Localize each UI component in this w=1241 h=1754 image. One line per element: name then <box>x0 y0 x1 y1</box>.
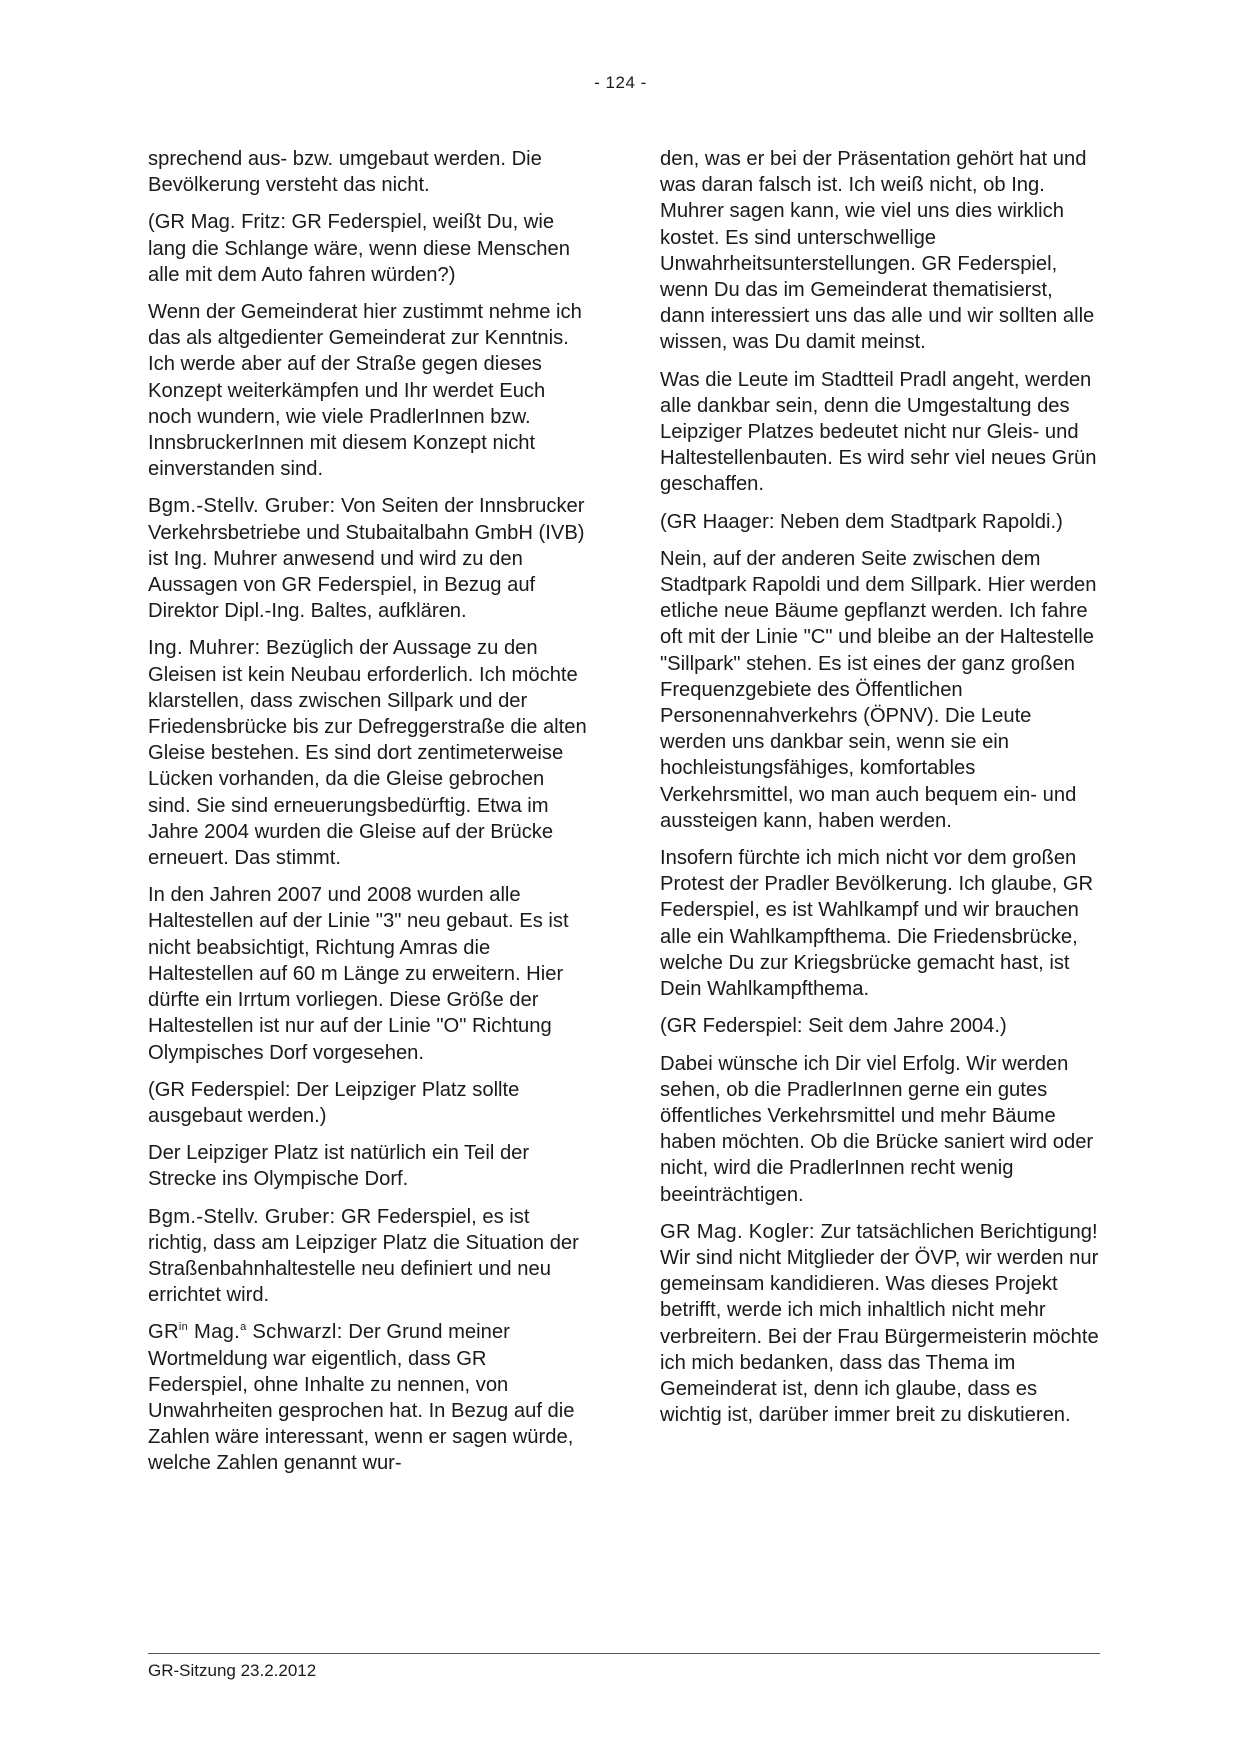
speaker-name: Bgm.-Stellv. Gruber: <box>148 1205 336 1228</box>
interjection: (GR Federspiel: Seit dem Jahre 2004.) <box>660 1015 1007 1038</box>
footer-divider <box>148 1653 1100 1654</box>
speech-text: Zur tatsächlichen Berichtigung! Wir sind nicht Mitglieder der ÖVP, wir werden nur gemeinsam kandidieren. Was dieses Projekt betrifft, werde ich mich inhaltlich nicht mehr verbreitern. Bei der Frau Bürgermeisterin möchte ich mich bedanken, dass das Thema im Gemeinderat ist, denn ich glaube, dass es wichtig ist, darüber immer breit zu diskutieren. <box>660 1220 1099 1427</box>
speech-text: Von Seiten der Innsbrucker Verkehrsbetriebe und Stubaitalbahn GmbH (IVB) ist Ing. Muhrer anwesend und wird zu den Aussagen von GR Federspiel, in Bezug auf Direktor Dipl.-Ing. Baltes, aufklären. <box>148 495 585 623</box>
paragraph: Wenn der Gemeinderat hier zustimmt nehme ich das als altgedienter Gemeinderat zur Kenntnis. Ich werde aber auf der Straße gegen dieses Konzept weiterkämpfen und Ihr werdet Euch noch wundern, wie viele PradlerInnen bzw. InnsbruckerInnen mit diesem Konzept nicht einverstanden sind. <box>148 301 582 481</box>
interjection: (GR Mag. Fritz: GR Federspiel, weißt Du, wie lang die Schlange wäre, wenn diese Menschen alle mit dem Auto fahren würden?) <box>148 211 570 286</box>
speech <box>660 1219 1100 1429</box>
speaker-name: Ing. Muhrer: <box>148 637 261 660</box>
paragraph: Dabei wünsche ich Dir viel Erfolg. Wir werden sehen, ob die PradlerInnen gerne ein gutes öffentliches Verkehrsmittel und mehr Bäume haben möchten. Ob die Brücke saniert wird oder nicht, wird die PradlerInnen recht wenig beeinträchtigen. <box>660 1052 1094 1206</box>
speech <box>148 1319 588 1476</box>
speech <box>148 1204 588 1309</box>
speaker-surname: Schwarzl: <box>252 1321 343 1344</box>
paragraph: sprechend aus- bzw. umgebaut werden. Die Bevölkerung versteht das nicht. <box>148 148 542 197</box>
paragraph: In den Jahren 2007 und 2008 wurden alle Haltestellen auf der Linie "3" neu gebaut. Es ist nicht beabsichtigt, Richtung Amras die Haltestellen auf 60 m Länge zu erweitern. Hier dürfte ein Irrtum vorliegen. Diese Größe der Haltestellen ist nur auf der Linie "O" Richtung Olympisches Dorf vorgesehen. <box>148 884 569 1064</box>
paragraph: Nein, auf der anderen Seite zwischen dem Stadtpark Rapoldi und dem Sillpark. Hier werden etliche neue Bäume gepflanzt werden. Ich fahre oft mit der Linie "C" und bleibe an der Haltestelle "Sillpark" stehen. Es ist eines der ganz großen Frequenzgebiete des Öffentlichen Personennahverkehrs (ÖPNV). Die Leute werden uns dankbar sein, wenn sie ein hochleistungsfähiges, komfortables Verkehrsmittel, wo man auch bequem ein- und aussteigen kann, haben werden. <box>660 547 1097 832</box>
speaker-name: GR Mag. Kogler: <box>660 1220 815 1243</box>
footer-session-label: GR-Sitzung 23.2.2012 <box>148 1661 317 1680</box>
speech <box>148 493 588 624</box>
paragraph: Was die Leute im Stadtteil Pradl angeht, werden alle dankbar sein, denn die Umgestaltung des Leipziger Platzes bedeutet nicht nur Gleis- und Haltestellenbauten. Es wird sehr viel neues Grün geschaffen. <box>660 368 1097 496</box>
interjection: (GR Federspiel: Der Leipziger Platz sollte ausgebaut werden.) <box>148 1078 520 1127</box>
speech <box>148 635 588 871</box>
right-column <box>660 146 1100 1439</box>
speaker-degree-superscript: a <box>240 1321 247 1334</box>
page-number: - 124 - <box>594 73 647 92</box>
speaker-name <box>148 1321 343 1343</box>
speaker-degree: Mag. <box>193 1321 241 1344</box>
paragraph: Insofern fürchte ich mich nicht vor dem großen Protest der Pradler Bevölkerung. Ich glaube, GR Federspiel, es ist Wahlkampf und wir brauchen alle ein Wahlkampfthema. Die Friedensbrücke, welche Du zur Kriegsbrücke gemacht hast, ist Dein Wahlkampfthema. <box>660 847 1094 1001</box>
speech-text: GR Federspiel, es ist richtig, dass am Leipziger Platz die Situation der Straßenbahnhaltestelle neu definiert und neu errichtet wird. <box>148 1205 579 1307</box>
speaker-name: Bgm.-Stellv. Gruber: <box>148 495 336 518</box>
interjection: (GR Haager: Neben dem Stadtpark Rapoldi.) <box>660 510 1063 533</box>
speaker-title-superscript: in <box>178 1321 189 1334</box>
speaker-title: GR <box>148 1321 179 1344</box>
paragraph: den, was er bei der Präsentation gehört hat und was daran falsch ist. Ich weiß nicht, ob Ing. Muhrer sagen kann, wie viel uns dies wirklich kostet. Es sind unterschwellige Unwahrheitsunterstellungen. GR Federspiel, wenn Du das im Gemeinderat thematisierst, dann interessiert uns das alle und wir sollten alle wissen, was Du damit meinst. <box>660 148 1095 354</box>
paragraph: Der Leipziger Platz ist natürlich ein Teil der Strecke ins Olympische Dorf. <box>148 1142 530 1191</box>
speech-text: Bezüglich der Aussage zu den Gleisen ist kein Neubau erforderlich. Ich möchte klarstellen, dass zwischen Sillpark und der Friedensbrücke bis zur Defreggerstraße die alten Gleise bestehen. Es sind dort zentimeterweise Lücken vorhanden, da die Gleise gebrochen sind. Sie sind erneuerungsbedürftig. Etwa im Jahre 2004 wurden die Gleise auf der Brücke erneuert. Das stimmt. <box>148 637 587 870</box>
speech-text: Der Grund meiner Wortmeldung war eigentlich, dass GR Federspiel, ohne Inhalte zu nennen, von Unwahrheiten gesprochen hat. In Bezug auf die Zahlen wäre interessant, wenn er sagen würde, welche Zahlen genannt wur- <box>148 1321 575 1475</box>
left-column <box>148 146 588 1488</box>
